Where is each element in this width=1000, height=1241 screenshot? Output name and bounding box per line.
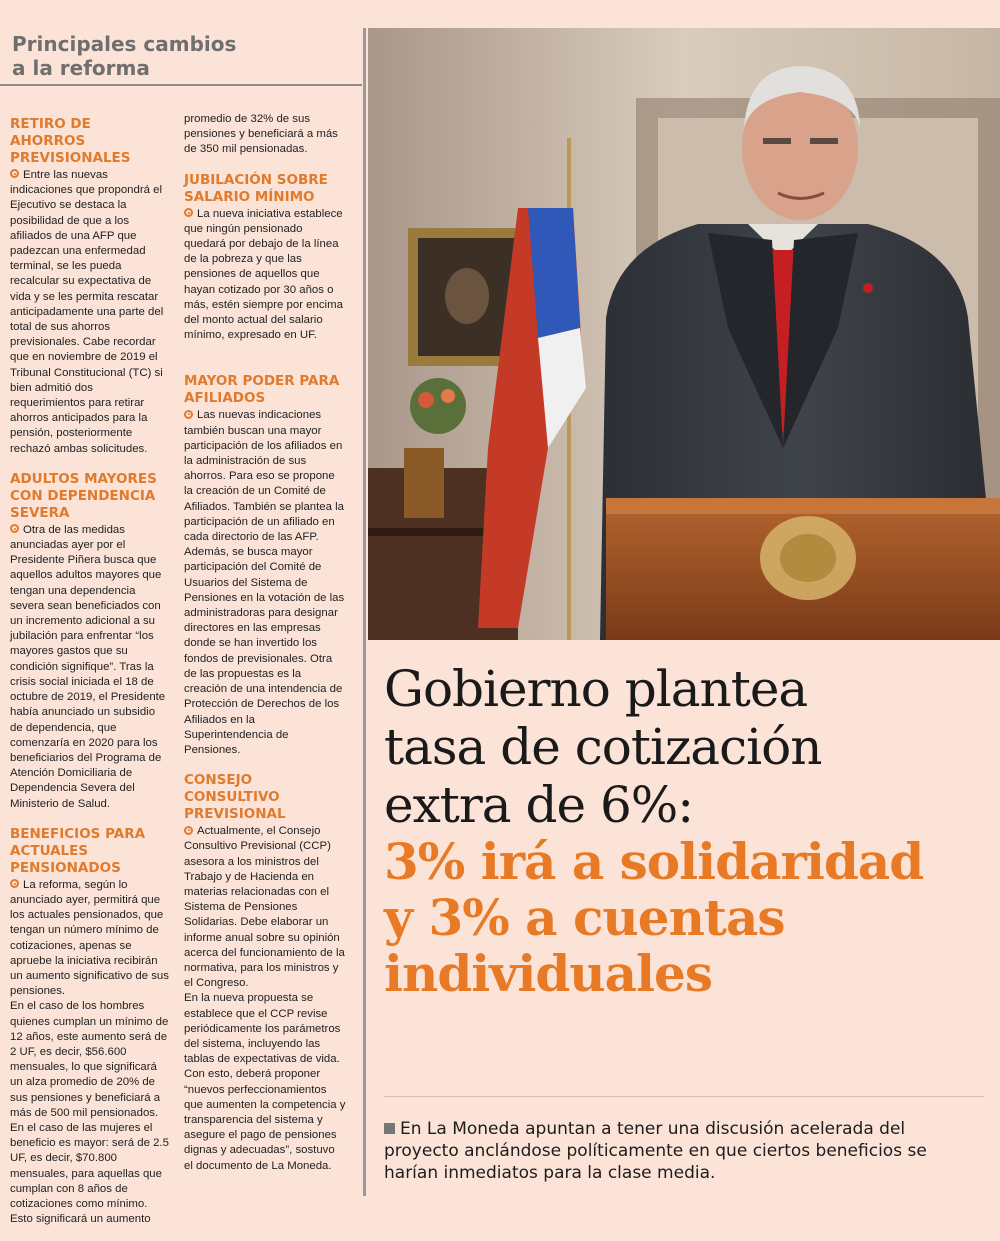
- section-body: [10, 523, 170, 812]
- section-adultos: [10, 471, 170, 812]
- bullet-icon: [184, 208, 193, 217]
- headline-line: Gobierno plantea: [384, 660, 808, 718]
- section-body: [184, 207, 346, 344]
- section-retiro: [10, 116, 170, 457]
- news-photo: [368, 28, 1000, 640]
- sidebar-column-2: [184, 112, 346, 1188]
- section-body: [10, 168, 170, 457]
- section-text: Las nuevas indicaciones también buscan una mayor participación de los afiliados en la administración de sus ahorros. Para eso se propone la creación de un Comité de Afiliados. También se plantea la participación de un afiliado en cada directorio de las AFP. Además, se busca mayor participación del Comité de Usuarios del Sistema de Pensiones en la votación de las administradoras para designar directores en las empresas donde se han invertido los fondos de previsionales. Otra de las propuestas es la creación de una intendencia de Protección de Derechos de los Afiliados en la Superintendencia de Pensiones.: [184, 409, 345, 756]
- section-consejo: [184, 772, 346, 1174]
- section-title: BENEFICIOS PARA ACTUALES PENSIONADOS: [10, 825, 146, 876]
- section-beneficios: [10, 826, 170, 1228]
- headline-line: tasa de cotización: [384, 718, 822, 776]
- section-body: [184, 824, 346, 991]
- bullet-icon: [184, 826, 193, 835]
- section-jubilacion: [184, 172, 346, 344]
- column-divider: [363, 28, 366, 1196]
- bullet-icon: [10, 879, 19, 888]
- headline-highlight: individuales: [384, 944, 713, 1003]
- headline: [384, 660, 984, 1002]
- square-bullet-icon: [384, 1123, 395, 1134]
- photo-illustration: [368, 28, 1000, 640]
- sidebar-column-1: [10, 116, 170, 1241]
- sidebar-title-line2: a la reforma: [12, 56, 150, 80]
- lead-paragraph: [384, 1118, 984, 1184]
- bullet-icon: [184, 410, 193, 419]
- section-text: La nueva iniciativa establece que ningún pensionado quedará por debajo de la línea de la pobreza y que las pensiones de aquellos que hayan cotizado por 30 años o más, estén siempre por encima del monto actual del salario mínimo, expresado en UF.: [184, 207, 343, 342]
- headline-highlight: y 3% a cuentas: [384, 888, 785, 947]
- section-title: ADULTOS MAYORES CON DEPENDENCIA SEVERA: [10, 470, 157, 521]
- section-body: En el caso de las mujeres el beneficio es mayor: será de 2.5 UF, es decir, $70.800 mensuales, para aquellas que cumplan con 8 años de cotizaciones como mínimo. Esto significará un aumento: [10, 1121, 169, 1226]
- section-body: [184, 408, 346, 758]
- section-title: JUBILACIÓN SOBRE SALARIO MÍNIMO: [184, 171, 328, 205]
- section-title: RETIRO DE AHORROS PREVISIONALES: [10, 116, 131, 166]
- headline-highlight: 3% irá a solidaridad: [384, 832, 924, 891]
- sidebar-header: [0, 0, 362, 86]
- section-beneficios-continued: [184, 112, 346, 158]
- section-body: [10, 878, 170, 1000]
- section-text: Actualmente, el Consejo Consultivo Previsional (CCP) asesora a los ministros del Trabajo y de Hacienda en materias relacionadas con el Sistema de Pensiones Solidarias. Debe elaborar un informe anual sobre su opinión acerca del funcionamiento de la normativa, para los ministros y el Congreso.: [184, 825, 345, 990]
- section-text: La reforma, según lo anunciado ayer, permitirá que los actuales pensionados, que tengan un número mínimo de cotizaciones, apenas se apruebe la iniciativa recibirán un aumento significativo de sus pensiones.: [10, 878, 169, 998]
- headline-line: extra de 6%:: [384, 776, 694, 834]
- sidebar-title-line1: Principales cambios: [12, 32, 237, 56]
- section-text: Entre las nuevas indicaciones que propondrá el Ejecutivo se destaca la posibilidad de que a los afiliados de una AFP que padezcan una enfermedad terminal, se les pueda recalcular su expectativa de vida y se les permita rescatar anticipadamente una parte del total de sus ahorros previsionales. Cabe recordar que en noviembre de 2019 el Tribunal Constitucional (TC) si bien admitió dos requerimientos para retirar ahorros anticipados para la pensión, posteriormente rechazó ambas solicitudes.: [10, 169, 164, 455]
- sidebar-title: [12, 32, 362, 80]
- section-poder: [184, 373, 346, 758]
- section-body: En el caso de los hombres quienes cumplan un mínimo de 12 años, este aumento será de 2 UF, es decir, $56.600 mensuales, lo que significará un alza promedio de 20% de sus pensiones y beneficiará a más de 500 mil pensionados.: [10, 1000, 169, 1119]
- bullet-icon: [10, 524, 19, 533]
- section-body: promedio de 32% de sus pensiones y beneficiará a más de 350 mil pensionadas.: [184, 113, 338, 156]
- section-body: En la nueva propuesta se establece que el CCP revise periódicamente los parámetros del sistema, incluyendo las tablas de expectativas de vida. Con esto, deberá proponer “nuevos perfeccionamientos que aumenten la competencia y transparencia del sistema y asegure el pago de pensiones dignas y adecuadas”, sostuvo el documento de La Moneda.: [184, 992, 346, 1172]
- lead-text: En La Moneda apuntan a tener una discusión acelerada del proyecto anclándose políticamente en que ciertos beneficios se harían inmediatos para la clase media.: [384, 1119, 927, 1183]
- section-title: MAYOR PODER PARA AFILIADOS: [184, 373, 340, 407]
- section-text: Otra de las medidas anunciadas ayer por el Presidente Piñera busca que aquellos adultos mayores que tengan una dependencia severa sean beneficiados con un incremento adicional a su jubilación para enfrentar “los mayores gastos que su condición signifique”. Tras la crisis social iniciada el 18 de octubre de 2019, el Presidente había anunciado un subsidio de dependencia, que comenzaría en 2020 para los beneficiarios del Programa de Atención Domiciliaria de Dependencia Severa del Ministerio de Salud.: [10, 523, 166, 810]
- section-title: CONSEJO CONSULTIVO PREVISIONAL: [184, 772, 286, 823]
- bullet-icon: [10, 169, 19, 178]
- divider: [384, 1096, 984, 1097]
